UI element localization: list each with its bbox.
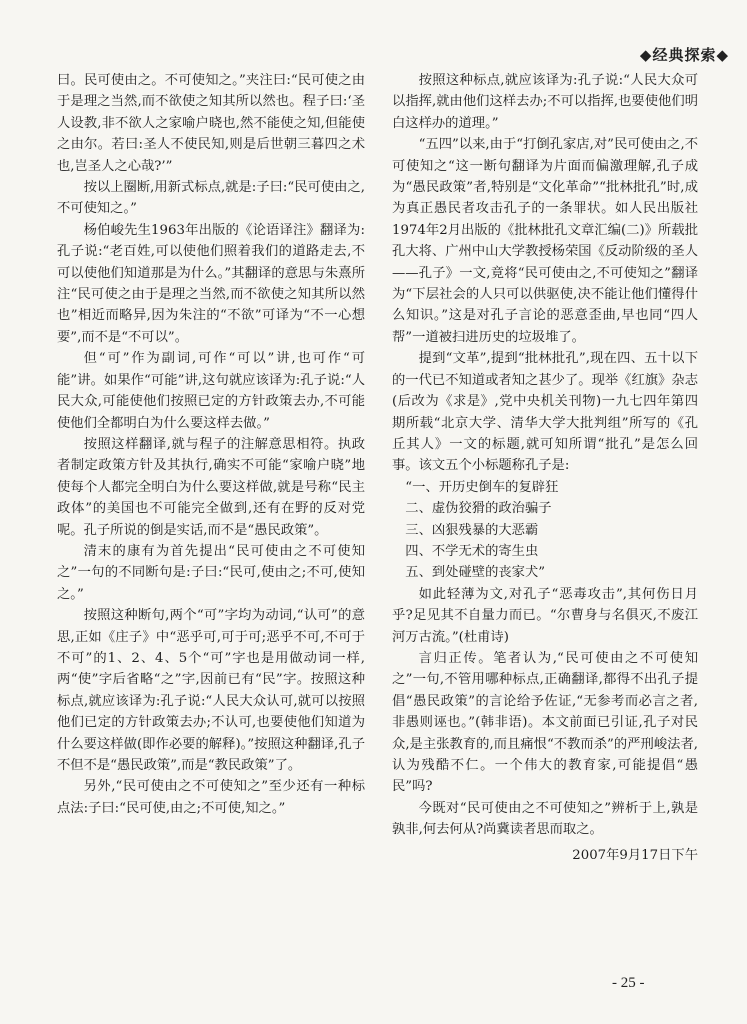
paragraph: 另外,“民可使由之不可使知之”至少还有一种标点法:子曰:“民可使,由之;不可使,知之。” — [57, 779, 365, 816]
page-number: - 25 - — [612, 975, 645, 991]
paragraph: 今既对“民可使由之不可使知之”辨析于上,孰是孰非,何去何从?尚冀读者思而取之。 — [392, 800, 698, 838]
subheading-item: 五、到处碰壁的丧家犬” — [405, 565, 546, 581]
paragraph: 按照这种断句,两个“可”字均为动词,“认可”的意思,正如《庄子》中“恶乎可,可于可;恶乎不可,不可于不可”的1、2、4、5个“可”字也是用做动词一样,两“使”字后省略“之”字,因前已有“民”字。按照这种标点,就应该译为:孔子说:“人民大众认可,就可以按照他们已定的方针政策去办;不认可,也要使他们知道为什么要这样做(即作必要的解释)。”按照这种翻译,孔子不但不是“愚民政策”,而是“教民政策”了。 — [57, 608, 365, 773]
subheading-item: 二、虚伪狡猾的政治骗子 — [405, 501, 552, 517]
paragraph: 曰。民可使由之。不可使知之。”夹注曰:“民可使之由于是理之当然,而不欲使之知其所以然也。程子曰:‘圣人设教,非不欲人之家喻户晓也,然不能使之知,但能使之由尔。若曰:圣人不使民知,则是后世朝三暮四之术也,岂圣人之心哉?’” — [57, 73, 365, 174]
subheading-item: 四、不学无术的寄生虫 — [405, 543, 539, 559]
section-tag: ◆经典探索◆ — [639, 46, 729, 64]
paragraph: 按以上圈断,用新式标点,就是:子曰:“民可使由之,不可使知之。” — [57, 180, 365, 217]
paragraph: 但“可”作为副词,可作“可以”讲,也可作“可能”讲。如果作“可能”讲,这句就应该译为:孔子说:“人民大众,可能使他们按照已定的方针政策去办,不可能使他们全都明白为什么要这样去做。” — [57, 351, 365, 431]
right-column — [392, 70, 698, 866]
paragraph: 提到“文革”,提到“批林批孔”,现在四、五十以下的一代已不知道或者知之甚少了。现举《红旗》杂志(后改为《求是》,党中央机关刊物)一九七四年第四期所载“北京大学、清华大学大批判组”所写的《孔丘其人》一文的标题,就可知所谓“批孔”是怎么回事。该文五个小标题称孔子是: — [392, 351, 698, 474]
left-column — [57, 70, 365, 819]
paragraph: 按照这样翻译,就与程子的注解意思相符。执政者制定政策方针及其执行,确实不可能“家喻户晓”地使每个人都完全明白为什么要这样做,就是号称“民主政体”的美国也不可能完全做到,还有在野的反对党呢。孔子所说的倒是实话,而不是“愚民政策”。 — [57, 436, 365, 538]
paragraph: 清末的康有为首先提出“民可使由之不可使知之”一句的不同断句是:子曰:“民可,使由之;不可,使知之。” — [57, 543, 365, 602]
paragraph: 杨伯峻先生1963年出版的《论语译注》翻译为:孔子说:“老百姓,可以使他们照着我们的道路走去,不可以使他们知道那是为什么。”其翻译的意思与朱熹所注“民可使之由于是理之当然,而不欲使之知其所以然也”相近而略异,因为朱注的“不欲”可译为“不一心想要”,而不是“不可以”。 — [57, 222, 365, 345]
date-line: 2007年9月17日下午 — [572, 847, 698, 863]
subheading-item: “一、开历史倒车的复辟狂 — [405, 479, 559, 495]
paragraph: 言归正传。笔者认为,“民可使由之不可使知之”一句,不管用哪种标点,正确翻译,都得不出孔子提倡“愚民政策”的言论给予佐证,“无参考而必言之者,非愚则诬也。”(韩非语)。本文前面已引证,孔子对民众,是主张教育的,而且痛恨“不教而杀”的严刑峻法者,认为残酷不仁。一个伟大的教育家,可能提倡“愚民”吗? — [392, 650, 698, 795]
paragraph: 如此轻薄为文,对孔子“恶毒攻击”,其何伤日月乎?足见其不自量力而已。“尔曹身与名俱灭,不废江河万古流。”(杜甫诗) — [392, 586, 698, 645]
paragraph: 按照这种标点,就应该译为:孔子说:“人民大众可以指挥,就由他们这样去办;不可以指挥,也要使他们明白这样办的道理。” — [392, 73, 698, 131]
subheading-item: 三、凶狠残暴的大恶霸 — [405, 522, 539, 538]
paragraph: “五四”以来,由于“打倒孔家店,对”民可使由之,不可使知之“这一断句翻译为片面而偏激理解,孔子成为“愚民政策”者,特别是“文化革命”“批林批孔”时,成为真正愚民者攻击孔子的一条罪状。如人民出版社1974年2月出版的《批林批孔文章汇编(二)》所载批孔大将、广州中山大学教授杨荣国《反动阶级的圣人——孔子》一文,竟将“民可使由之,不可使知之”翻译为“下层社会的人只可以供驱使,决不能让他们懂得什么知识。”这是对孔子言论的恶意歪曲,早也同“四人帮”一道被扫进历史的垃圾堆了。 — [392, 137, 698, 345]
